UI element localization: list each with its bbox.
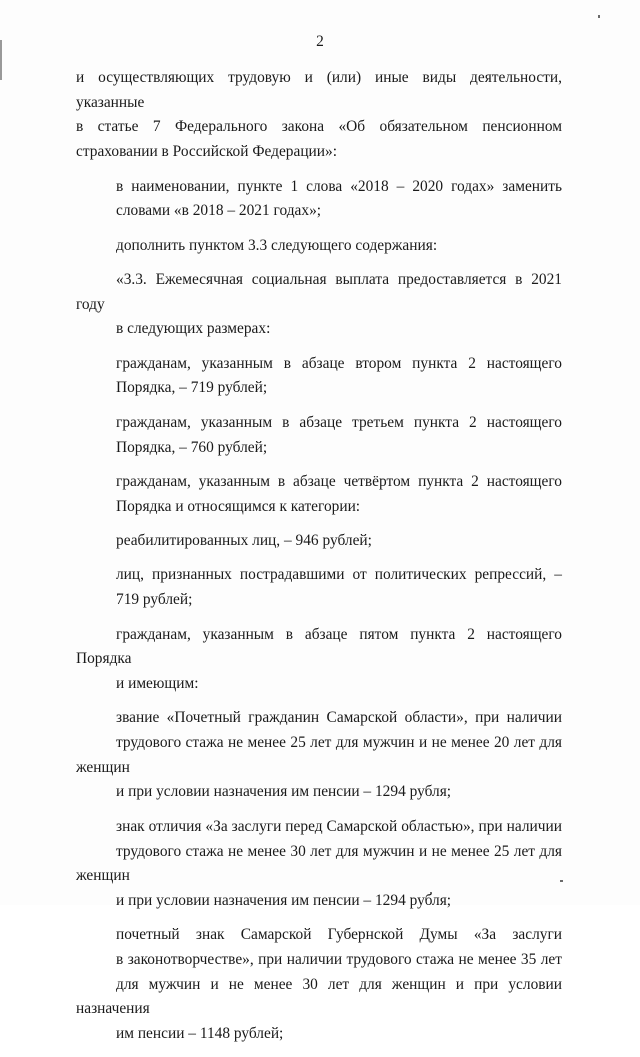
- text-line: страховании в Российской Федерации»:: [76, 143, 337, 161]
- text-line: трудового стажа не менее 25 лет для мужчин и не менее 20 лет для женщин: [76, 734, 562, 776]
- paragraph: [76, 529, 562, 554]
- paragraph: [76, 411, 562, 460]
- text-line: звание «Почетный гражданин Самарской области», при наличии: [116, 709, 562, 727]
- paragraph: [76, 563, 562, 612]
- text-line: гражданам, указанным в абзаце четвёртом пункта 2 настоящего: [116, 472, 562, 490]
- text-line: словами «в 2018 – 2021 годах»;: [116, 202, 322, 220]
- text-line: 719 рублей;: [116, 591, 193, 609]
- document-body: [76, 66, 562, 1057]
- text-line: и при условии назначения им пенсии – 1294 рубля;: [116, 891, 452, 909]
- text-line: и при условии назначения им пенсии – 1294 рубля;: [116, 783, 452, 801]
- text-line: знак отличия «За заслуги перед Самарской областью», при наличии: [116, 817, 562, 835]
- paragraph: [76, 352, 562, 401]
- scan-speck: [598, 15, 600, 18]
- text-line: реабилитированных лиц, – 946 рублей;: [116, 532, 372, 550]
- text-line: гражданам, указанным в абзаце втором пункта 2 настоящего: [116, 354, 562, 372]
- paragraph: [76, 470, 562, 519]
- text-line: и осуществляющих трудовую и (или) иные виды деятельности, указанные: [76, 69, 562, 111]
- paragraph: [76, 234, 562, 259]
- paragraph: [76, 623, 562, 697]
- text-line: гражданам, указанным в абзаце пятом пункта 2 настоящего Порядка: [76, 625, 562, 668]
- text-line: для мужчин и не менее 30 лет для женщин и при условии назначения: [76, 975, 562, 1018]
- text-line: гражданам, указанным в абзаце третьем пункта 2 настоящего: [116, 413, 562, 431]
- paragraph: [76, 923, 562, 1047]
- text-line: трудового стажа не менее 30 лет для мужчин и не менее 25 лет для женщин: [76, 842, 562, 885]
- text-line: дополнить пунктом 3.3 следующего содержания:: [116, 236, 438, 254]
- text-line: в следующих размерах:: [116, 320, 271, 338]
- text-line: «3.3. Ежемесячная социальная выплата предоставляется в 2021 году: [76, 270, 562, 313]
- paragraph: [76, 268, 562, 342]
- text-line: Порядка и относящимся к категории:: [116, 497, 361, 515]
- text-line: в статье 7 Федерального закона «Об обязательном пенсионном: [76, 118, 562, 136]
- paragraph: [76, 175, 562, 224]
- text-line: лиц, признанных пострадавшими от политических репрессий, –: [116, 566, 562, 584]
- page-number: 2: [316, 33, 324, 50]
- text-line: Порядка, – 719 рублей;: [116, 379, 268, 397]
- text-line: в законотворчестве», при наличии трудового стажа не менее 35 лет: [116, 951, 562, 969]
- paragraph: [76, 815, 562, 914]
- text-line: почетный знак Самарской Губернской Думы «За заслуги: [116, 926, 562, 944]
- text-line: Порядка, – 760 рублей;: [116, 438, 268, 456]
- text-line: и имеющим:: [116, 674, 199, 692]
- paragraph: [76, 706, 562, 805]
- paragraph: [76, 66, 562, 165]
- text-line: им пенсии – 1148 рублей;: [116, 1025, 284, 1043]
- text-line: в наименовании, пункте 1 слова «2018 – 2020 годах» заменить: [116, 177, 562, 195]
